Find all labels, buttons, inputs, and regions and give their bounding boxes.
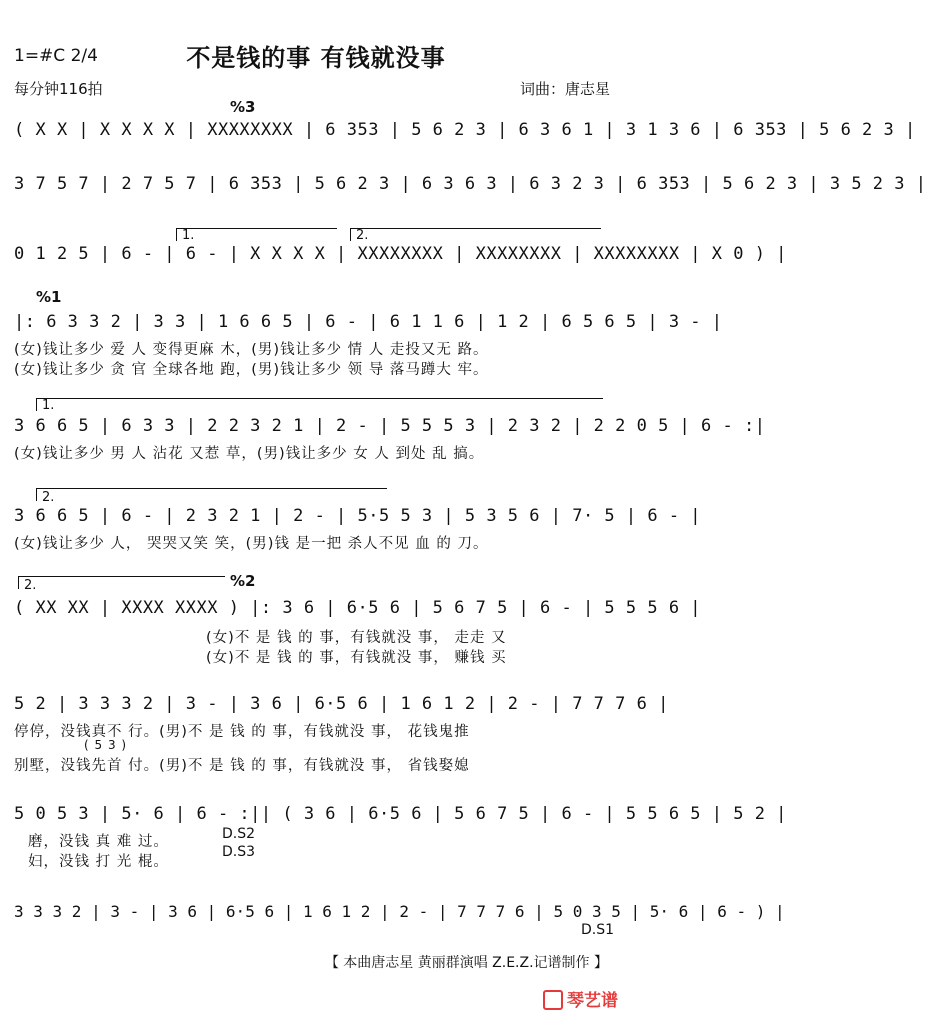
ds2-mark: D.S2 <box>222 826 256 842</box>
notation-line-6: 3 6 6 5 | 6 - | 2 3 2 1 | 2 - | 5·5 5 3 | 5 3 5 6 | 7· 5 | 6 - | <box>14 506 702 526</box>
volta-2-bracket <box>350 228 601 241</box>
ds1-mark: D.S1 <box>580 922 614 938</box>
site-logo <box>543 986 618 1011</box>
volta-1-label: 1. <box>182 228 195 243</box>
notation-line-9: 5 0 5 3 | 5· 6 | 6 - :|| ( 3 6 | 6·5 6 | 5 6 7 5 | 6 - | 5 5 6 5 | 5 2 | <box>14 804 787 824</box>
notation-line-5: 3 6 6 5 | 6 3 3 | 2 2 3 2 1 | 2 - | 5 5 5 3 | 2 3 2 | 2 2 0 5 | 6 - :| <box>14 416 766 436</box>
lyric-line-9b: 妇，没钱 打 光 棍。 <box>28 854 169 870</box>
segno-1-mark: %1 <box>36 288 62 306</box>
volta-2-bracket-c <box>18 576 225 589</box>
segno-2-mark: %2 <box>230 572 256 590</box>
lyric-line-4b: (女)钱让多少 贪 官 全球各地 跑，(男)钱让多少 领 导 落马蹲大 牢。 <box>14 362 489 378</box>
notation-line-7: ( XX XX | XXXX XXXX ) |: 3 6 | 6·5 6 | 5 6 7 5 | 6 - | 5 5 5 6 | <box>14 598 702 618</box>
volta-2-label-b: 2. <box>42 490 55 505</box>
credit-line: 词曲：唐志星 <box>519 80 610 98</box>
key-signature: 1=#C 2/4 <box>14 46 98 66</box>
lyric-line-9a: 磨，没钱 真 难 过。 <box>28 834 169 850</box>
lyric-line-5: (女)钱让多少 男 人 沾花 又惹 草，(男)钱让多少 女 人 到处 乱 搞。 <box>14 446 485 462</box>
lyric-line-8b: 别墅，没钱先首 付。(男)不 是 钱 的 事，有钱就没 事， 省钱娶媳 <box>14 758 470 774</box>
notation-line-1: ( X X | X X X X | XXXXXXXX | 6 353 | 5 6 2 3 | 6 3 6 1 | 3 1 3 6 | 6 353 | 5 6 2 3 | <box>14 120 916 140</box>
notation-line-2: 3 7 5 7 | 2 7 5 7 | 6 353 | 5 6 2 3 | 6 3 6 3 | 6 3 2 3 | 6 353 | 5 6 2 3 | 3 5 2 3 | <box>14 174 926 194</box>
lyric-line-7a: (女)不 是 钱 的 事，有钱就没 事， 走走 又 <box>206 630 507 646</box>
lyric-line-8a: 停停，没钱真不 行。(男)不 是 钱 的 事，有钱就没 事， 花钱鬼推 <box>14 724 470 740</box>
segno-3-mark: %3 <box>230 98 256 116</box>
notation-line-3: 0 1 2 5 | 6 - | 6 - | X X X X | XXXXXXXX | XXXXXXXX | XXXXXXXX | X 0 ) | <box>14 244 787 264</box>
tempo-marking: 每分钟116拍 <box>14 80 103 98</box>
song-title: 不是钱的事 有钱就没事 <box>186 44 446 72</box>
footer-note: 【 本曲唐志星 黄丽群演唱 Z.E.Z.记谱制作 】 <box>324 955 608 971</box>
volta-2-label: 2. <box>356 228 369 243</box>
volta-1-label-b: 1. <box>42 398 55 413</box>
ds3-mark: D.S3 <box>222 844 256 860</box>
lyric-line-7b: (女)不 是 钱 的 事，有钱就没 事， 赚钱 买 <box>206 650 507 666</box>
logo-text: 琴艺谱 <box>567 991 618 1011</box>
volta-2-label-c: 2. <box>24 578 37 593</box>
volta-2-bracket-b <box>36 488 387 501</box>
notation-line-10: 3 3 3 2 | 3 - | 3 6 | 6·5 6 | 1 6 1 2 | 2 - | 7 7 7 6 | 5 0 3 5 | 5· 6 | 6 - ) | <box>14 902 785 921</box>
lyric-line-4a: (女)钱让多少 爱 人 变得更麻 木，(男)钱让多少 情 人 走投又无 路。 <box>14 342 489 358</box>
volta-1-bracket-b <box>36 398 603 411</box>
volta-1-bracket <box>176 228 337 241</box>
notation-line-8: 5 2 | 3 3 3 2 | 3 - | 3 6 | 6·5 6 | 1 6 1 2 | 2 - | 7 7 7 6 | <box>14 694 669 714</box>
lyric-line-6: (女)钱让多少 人， 哭哭又笑 笑，(男)钱 是一把 杀人不见 血 的 刀。 <box>14 536 489 552</box>
logo-icon <box>543 990 563 1010</box>
lyric-line-8-sub: ( 5 3 ) <box>84 738 128 752</box>
notation-line-4: |: 6 3 3 2 | 3 3 | 1 6 6 5 | 6 - | 6 1 1 6 | 1 2 | 6 5 6 5 | 3 - | <box>14 312 723 332</box>
